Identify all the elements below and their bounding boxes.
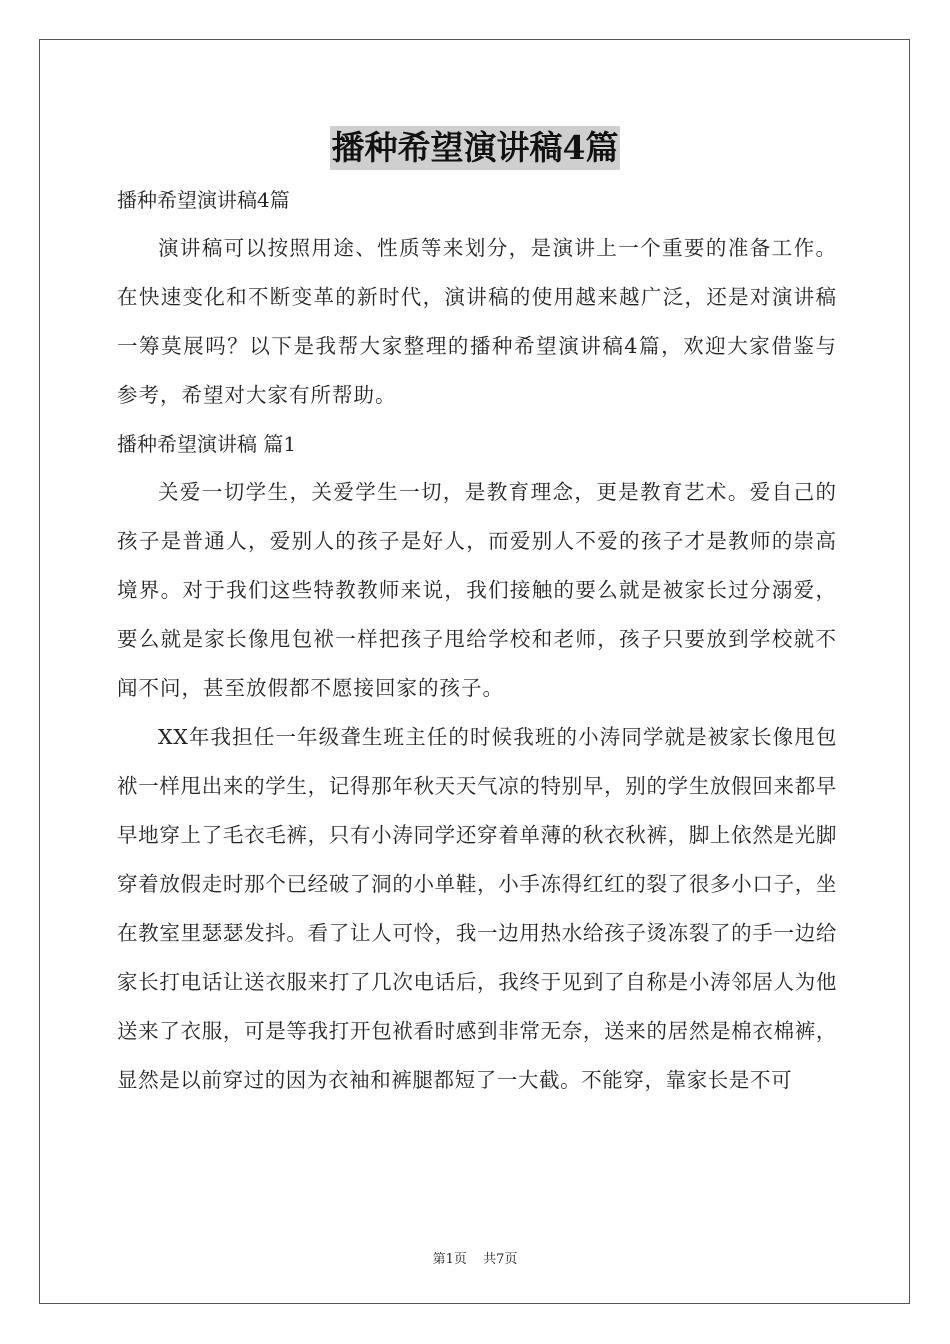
document-title: 播种希望演讲稿4篇 [330, 126, 621, 170]
title-area [0, 126, 950, 170]
section1-paragraph-1: 关爱一切学生，关爱学生一切，是教育理念，更是教育艺术。爱自己的孩子是普通人，爱别人的孩子是好人，而爱别人不爱的孩子才是教师的崇高境界。对于我们这些特教教师来说，我们接触的要么就是被家长过分溺爱，要么就是家长像甩包袱一样把孩子甩给学校和老师，孩子只要放到学校就不闻不问，甚至放假都不愿接回家的孩子。 [117, 480, 837, 700]
intro-paragraph: 演讲稿可以按照用途、性质等来划分，是演讲上一个重要的准备工作。在快速变化和不断变革的新时代，演讲稿的使用越来越广泛，还是对演讲稿一筹莫展吗？以下是我帮大家整理的播种希望演讲稿4篇，欢迎大家借鉴与参考，希望对大家有所帮助。 [117, 236, 837, 407]
section1-paragraph-2: XX年我担任一年级聋生班主任的时候我班的小涛同学就是被家长像甩包袱一样甩出来的学生，记得那年秋天天气凉的特别早，别的学生放假回来都早早地穿上了毛衣毛裤，只有小涛同学还穿着单薄的秋衣秋裤，脚上依然是光脚穿着放假走时那个已经破了洞的小单鞋，小手冻得红红的裂了很多小口子，坐在教室里瑟瑟发抖。看了让人可怜，我一边用热水给孩子烫冻裂了的手一边给家长打电话让送衣服来打了几次电话后，我终于见到了自称是小涛邻居人为他送来了衣服，可是等我打开包袱看时感到非常无奈，送来的居然是棉衣棉裤，显然是以前穿过的因为衣袖和裤腿都短了一大截。不能穿，靠家长是不可 [117, 725, 837, 1092]
page-footer [0, 1248, 950, 1267]
page-number-current: 第1页 [432, 1252, 467, 1267]
document-body [117, 176, 837, 1105]
document-subtitle: 播种希望演讲稿4篇 [117, 188, 290, 212]
section-heading-1: 播种希望演讲稿 篇1 [117, 432, 297, 456]
page-number-total: 共7页 [483, 1252, 518, 1267]
